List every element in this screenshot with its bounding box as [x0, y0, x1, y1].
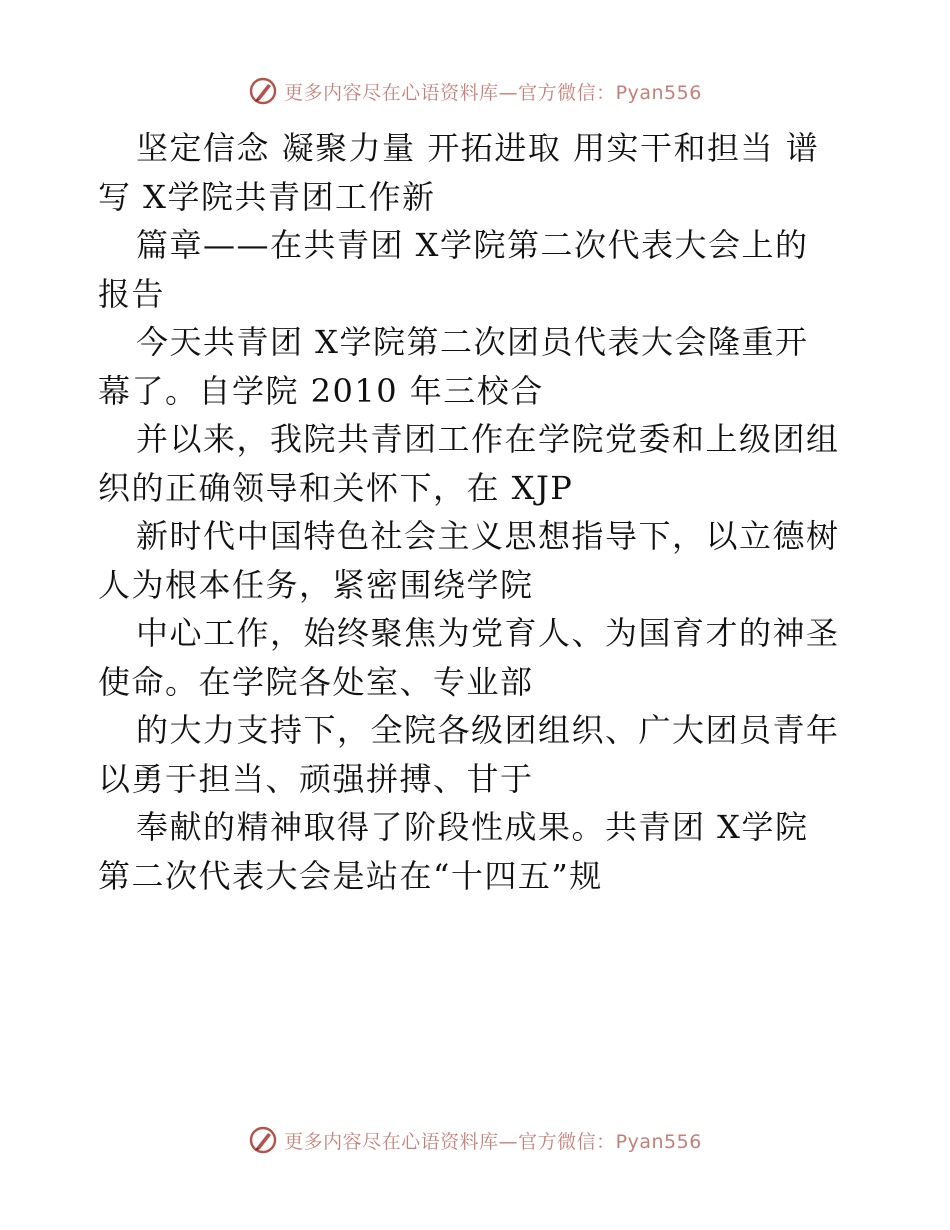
text-line: 奉献的精神取得了阶段性成果。共青团 X学院 [136, 808, 809, 846]
text-line: 中心工作，始终聚焦为党育人、为国育才的神圣 [136, 614, 840, 652]
footer-watermark [0, 1120, 950, 1160]
text-line: 报告 [98, 274, 166, 313]
text-line: 坚定信念 凝聚力量 开拓进取 用实干和担当 谱 [136, 129, 820, 167]
text-line: 织的正确领导和关怀下，在 XJP [98, 468, 574, 507]
text-line: 篇章——在共青团 X学院第二次代表大会上的 [136, 226, 809, 264]
text-line: 新时代中国特色社会主义思想指导下，以立德树 [136, 517, 840, 555]
text-line: 写 X学院共青团工作新 [98, 177, 436, 216]
text-line: 以勇于担当、顽强拼搏、甘于 [98, 759, 534, 798]
text-line: 使命。在学院各处室、专业部 [98, 662, 534, 701]
quill-pen-circle-icon [248, 76, 278, 106]
text-line: 并以来，我院共青团工作在学院党委和上级团组 [136, 420, 840, 458]
text-line: 人为根本任务，紧密围绕学院 [98, 565, 534, 604]
text-line: 的大力支持下，全院各级团组织、广大团员青年 [136, 711, 840, 749]
text-line: 第二次代表大会是站在“十四五”规 [98, 856, 603, 895]
text-line: 今天共青团 X学院第二次团员代表大会隆重开 [136, 323, 809, 361]
watermark-text: 更多内容尽在心语资料库—官方微信：Pyan556 [284, 1130, 702, 1153]
document-body [98, 124, 858, 900]
quill-pen-circle-icon [248, 1125, 278, 1155]
header-watermark [0, 71, 950, 111]
text-line: 幕了。自学院 2010 年三校合 [98, 371, 544, 410]
watermark-text: 更多内容尽在心语资料库—官方微信：Pyan556 [284, 81, 702, 104]
